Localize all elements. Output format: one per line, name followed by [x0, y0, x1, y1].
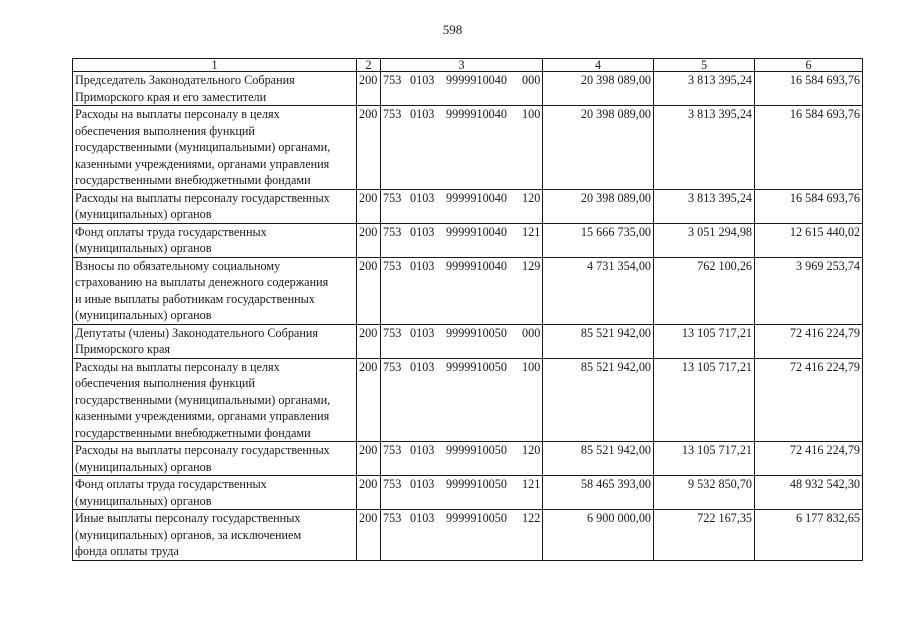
row-code-cell [381, 257, 543, 324]
code-target: 9999910040 [446, 107, 507, 121]
row-name-line: государственными внебюджетными фондами [75, 425, 311, 440]
row-name-cell [73, 442, 357, 476]
code-type: 120 [522, 190, 541, 205]
row-name-cell [73, 358, 357, 442]
row-code-cell [381, 476, 543, 510]
row-name-line: Фонд оплаты труда государственных [75, 477, 267, 491]
code-section: 0103 [410, 359, 435, 374]
row-name-line: Взносы по обязательному социальному [75, 258, 281, 273]
row-col2-cell: 200 [357, 510, 381, 561]
row-col4-amount: 6 900 000,00 [543, 510, 654, 561]
table-row [73, 106, 863, 190]
code-ministry: 753 [383, 477, 402, 491]
code-section: 0103 [410, 107, 435, 121]
row-name-line: (муниципальных) органов [75, 459, 212, 474]
row-col6-amount: 72 416 224,79 [755, 442, 863, 476]
row-col6-amount: 16 584 693,76 [755, 72, 863, 106]
row-name-line: Иные выплаты персоналу государственных [75, 511, 301, 525]
row-col4-amount: 15 666 735,00 [543, 223, 654, 257]
table-row [73, 510, 863, 561]
code-section: 0103 [410, 477, 435, 491]
table-row [73, 189, 863, 223]
code-type: 121 [522, 224, 541, 239]
row-col2-cell: 200 [357, 223, 381, 257]
row-name-line: Депутаты (члены) Законодательного Собрания [75, 325, 318, 340]
code-section: 0103 [410, 258, 435, 273]
row-name-line: Приморского края и его заместители [75, 89, 267, 104]
row-code-cell [381, 189, 543, 223]
row-name-cell [73, 257, 357, 324]
table-row [73, 324, 863, 358]
header-col-2: 2 [357, 59, 381, 72]
code-section: 0103 [410, 511, 435, 525]
code-target: 9999910050 [446, 477, 507, 491]
row-col5-amount: 722 167,35 [654, 510, 755, 561]
code-type: 120 [522, 443, 541, 457]
row-col5-amount: 762 100,26 [654, 257, 755, 324]
row-name-line: (муниципальных) органов [75, 308, 212, 322]
code-section: 0103 [410, 190, 435, 205]
code-ministry: 753 [383, 511, 402, 525]
row-col2-cell: 200 [357, 189, 381, 223]
row-code-cell [381, 106, 543, 190]
row-code-cell [381, 223, 543, 257]
row-col5-amount: 13 105 717,21 [654, 358, 755, 442]
table-row [73, 72, 863, 106]
row-col6-amount: 16 584 693,76 [755, 189, 863, 223]
table-header-row [73, 59, 863, 72]
code-type: 000 [522, 325, 541, 340]
row-col5-amount: 3 813 395,24 [654, 72, 755, 106]
row-col4-amount: 20 398 089,00 [543, 189, 654, 223]
header-col-5: 5 [654, 59, 755, 72]
code-ministry: 753 [383, 258, 402, 273]
code-type: 100 [522, 359, 541, 374]
row-name-line: Расходы на выплаты персоналу государственных [75, 443, 330, 457]
table-row [73, 257, 863, 324]
row-col4-amount: 85 521 942,00 [543, 442, 654, 476]
row-col6-amount: 72 416 224,79 [755, 324, 863, 358]
code-target: 9999910050 [446, 443, 507, 457]
code-type: 121 [522, 477, 541, 491]
table-row [73, 442, 863, 476]
code-target: 9999910050 [446, 359, 507, 374]
row-name-line: Приморского края [75, 342, 170, 356]
code-ministry: 753 [383, 224, 402, 239]
code-ministry: 753 [383, 325, 402, 340]
row-name-line: (муниципальных) органов [75, 241, 212, 255]
code-target: 9999910050 [446, 325, 507, 340]
row-name-line: (муниципальных) органов [75, 207, 212, 221]
row-col4-amount: 20 398 089,00 [543, 106, 654, 190]
page-number: 598 [442, 22, 463, 37]
row-col6-amount: 16 584 693,76 [755, 106, 863, 190]
row-col4-amount: 58 465 393,00 [543, 476, 654, 510]
code-section: 0103 [410, 443, 435, 457]
code-target: 9999910050 [446, 511, 507, 525]
header-col-3: 3 [381, 59, 543, 72]
row-name-line: государственными (муниципальными) органами, [75, 140, 331, 154]
header-col-1: 1 [73, 59, 357, 72]
row-col5-amount: 13 105 717,21 [654, 324, 755, 358]
row-name-line: государственными (муниципальными) органами, [75, 392, 331, 407]
row-name-line: Расходы на выплаты персоналу в целях [75, 359, 280, 374]
row-name-cell [73, 324, 357, 358]
row-col2-cell: 200 [357, 72, 381, 106]
code-ministry: 753 [383, 107, 402, 121]
row-col5-amount: 9 532 850,70 [654, 476, 755, 510]
row-name-cell [73, 189, 357, 223]
row-code-cell [381, 510, 543, 561]
row-name-cell [73, 476, 357, 510]
code-type: 129 [522, 258, 541, 273]
row-col2-cell: 200 [357, 257, 381, 324]
table-body [73, 72, 863, 561]
row-col6-amount: 12 615 440,02 [755, 223, 863, 257]
row-name-line: фонда оплаты труда [75, 544, 179, 558]
header-col-4: 4 [543, 59, 654, 72]
code-ministry: 753 [383, 73, 402, 87]
row-name-line: Председатель Законодательного Собрания [75, 73, 295, 87]
row-col5-amount: 3 813 395,24 [654, 189, 755, 223]
row-col4-amount: 85 521 942,00 [543, 324, 654, 358]
row-col5-amount: 3 813 395,24 [654, 106, 755, 190]
row-name-line: казенными учреждениями, органами управления [75, 409, 330, 423]
row-name-cell [73, 106, 357, 190]
row-code-cell [381, 442, 543, 476]
row-col4-amount: 20 398 089,00 [543, 72, 654, 106]
header-col-6: 6 [755, 59, 863, 72]
row-code-cell [381, 72, 543, 106]
table-row [73, 223, 863, 257]
code-type: 122 [522, 511, 541, 525]
code-section: 0103 [410, 325, 435, 340]
code-target: 9999910040 [446, 190, 507, 205]
row-code-cell [381, 324, 543, 358]
row-col4-amount: 4 731 354,00 [543, 257, 654, 324]
code-target: 9999910040 [446, 224, 507, 239]
row-code-cell [381, 358, 543, 442]
table-row [73, 358, 863, 442]
row-name-line: Фонд оплаты труда государственных [75, 224, 267, 239]
row-col6-amount: 3 969 253,74 [755, 257, 863, 324]
row-col6-amount: 6 177 832,65 [755, 510, 863, 561]
code-section: 0103 [410, 224, 435, 239]
row-name-line: (муниципальных) органов [75, 493, 212, 508]
row-name-line: страхованию на выплаты денежного содержания [75, 275, 329, 289]
row-col2-cell: 200 [357, 106, 381, 190]
budget-table [72, 58, 863, 561]
row-col5-amount: 3 051 294,98 [654, 223, 755, 257]
row-name-line: казенными учреждениями, органами управления [75, 156, 330, 171]
row-col6-amount: 48 932 542,30 [755, 476, 863, 510]
code-type: 100 [522, 107, 541, 121]
row-name-line: обеспечения выполнения функций [75, 376, 255, 390]
row-name-line: обеспечения выполнения функций [75, 123, 255, 138]
row-name-cell [73, 72, 357, 106]
row-name-line: (муниципальных) органов, за исключением [75, 527, 302, 542]
row-col5-amount: 13 105 717,21 [654, 442, 755, 476]
row-col2-cell: 200 [357, 442, 381, 476]
row-col2-cell: 200 [357, 476, 381, 510]
code-ministry: 753 [383, 443, 402, 457]
code-ministry: 753 [383, 190, 402, 205]
code-ministry: 753 [383, 359, 402, 374]
code-target: 9999910040 [446, 258, 507, 273]
row-col2-cell: 200 [357, 358, 381, 442]
row-name-cell [73, 510, 357, 561]
row-name-line: Расходы на выплаты персоналу в целях [75, 107, 280, 121]
row-col4-amount: 85 521 942,00 [543, 358, 654, 442]
table-row [73, 476, 863, 510]
row-name-line: и иные выплаты работникам государственных [75, 291, 315, 306]
code-section: 0103 [410, 73, 435, 87]
row-col6-amount: 72 416 224,79 [755, 358, 863, 442]
code-target: 9999910040 [446, 73, 507, 87]
row-col2-cell: 200 [357, 324, 381, 358]
row-name-line: Расходы на выплаты персоналу государственных [75, 190, 330, 205]
row-name-line: государственными внебюджетными фондами [75, 173, 311, 187]
row-name-cell [73, 223, 357, 257]
code-type: 000 [522, 73, 541, 87]
